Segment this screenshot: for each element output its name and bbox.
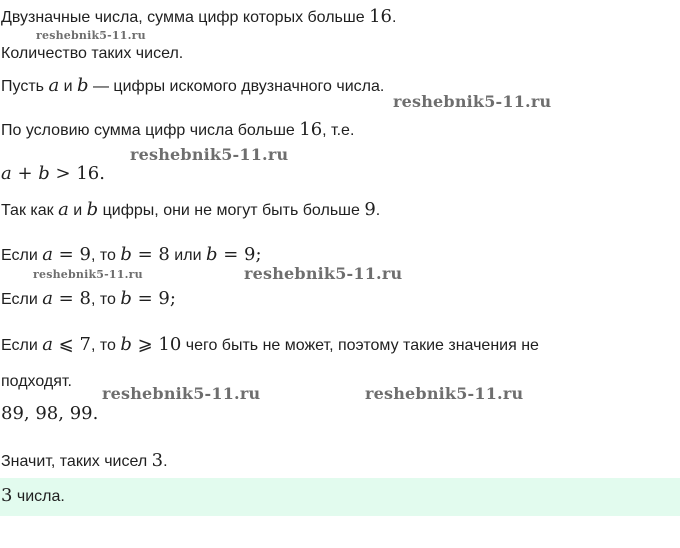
watermark: reshebnik5-11.ru [36,29,146,42]
case-2: Если a = 8, то b = 9; [1,288,176,309]
watermark: reshebnik5-11.ru [365,384,524,403]
solution-line-2: По условию сумма цифр числа больше 16, т.е. [1,119,355,140]
watermark: reshebnik5-11.ru [33,268,143,281]
case-1: Если a = 9, то b = 8 или b = 9; [1,244,262,265]
watermark: reshebnik5-11.ru [130,145,289,164]
task-question: Количество таких чисел. [1,45,184,62]
watermark: reshebnik5-11.ru [102,384,261,403]
solution-line-1: Пусть a и b — цифры искомого двузначного числа. [1,75,385,96]
watermark: reshebnik5-11.ru [244,264,403,283]
result-numbers: 89, 98, 99. [1,403,99,424]
watermark: reshebnik5-11.ru [393,92,552,111]
case-3-continuation: подходят. [1,373,72,390]
solution-line-3: Так как a и b цифры, они не могут быть больше 9. [1,199,381,220]
case-3: Если a ⩽ 7, то b ⩾ 10 чего быть не может, поэтому такие значения не [1,334,539,355]
task-text: Двузначные числа, сумма цифр которых больше 16. [1,6,397,27]
conclusion: Значит, таких чисел 3. [1,450,168,471]
inequality: a + b > 16. [1,163,105,184]
answer-text: 3 числа. [1,485,65,506]
answer-box [0,478,680,516]
